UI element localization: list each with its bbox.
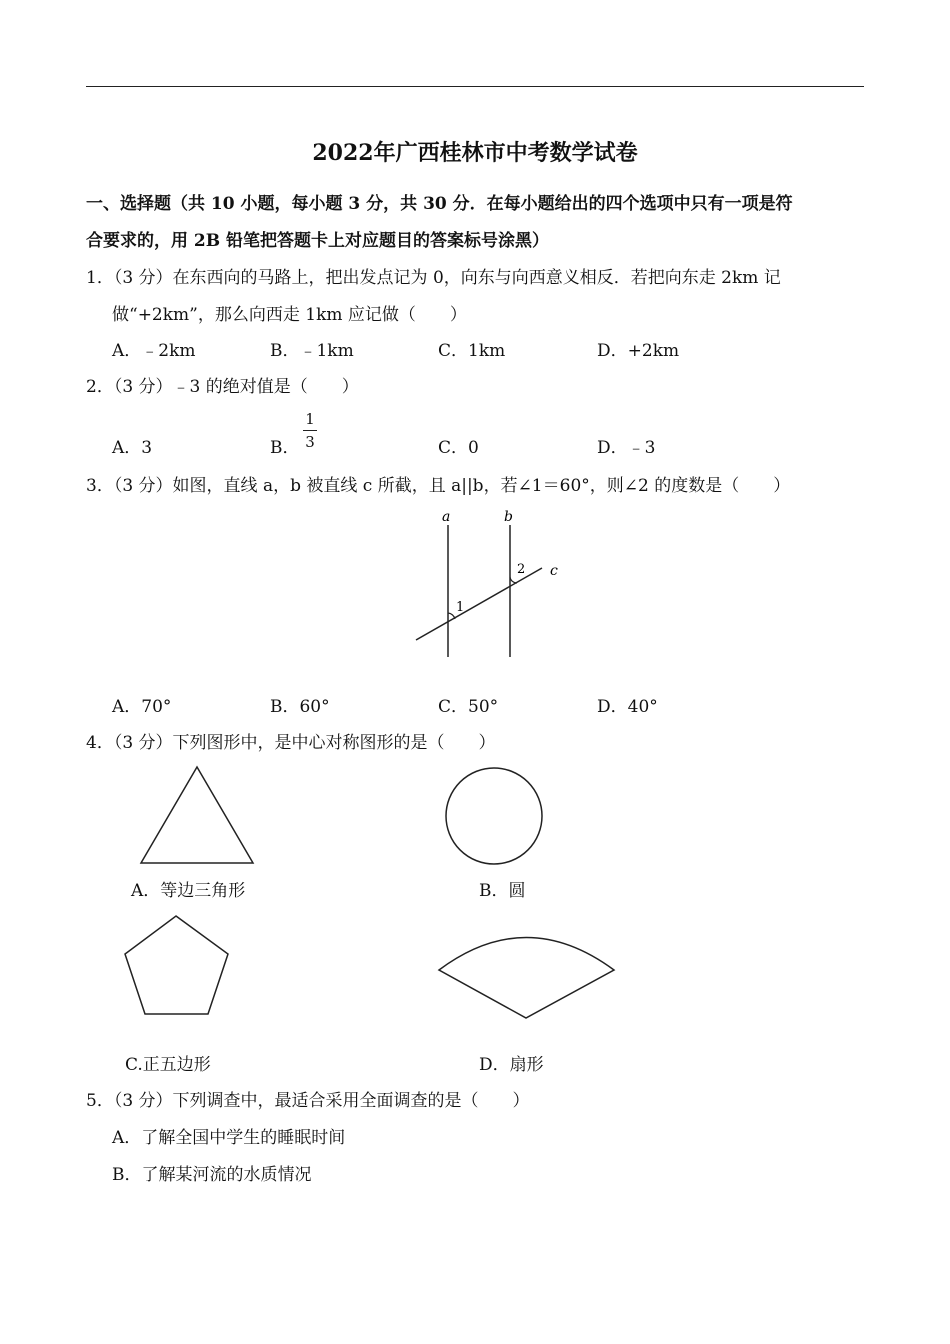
- q5-stem: 5．（3 分）下列调查中，最适合采用全面调查的是（ ）: [86, 1091, 530, 1111]
- circle-figure: [440, 764, 550, 869]
- q5-option-b: B．了解某河流的水质情况: [112, 1165, 312, 1185]
- q2-option-a: A．3: [112, 438, 153, 458]
- q2-fraction-denominator: 3: [305, 433, 315, 451]
- q3-figure-parallel-lines: [400, 505, 570, 665]
- label-a: a: [442, 509, 451, 525]
- sector-figure: [434, 930, 619, 1020]
- q3-option-a: A．70°: [112, 697, 172, 717]
- section-heading-line1: 一、选择题（共 10 小题，每小题 3 分，共 30 分．在每小题给出的四个选项中只有一项是符: [86, 194, 793, 214]
- label-b: b: [504, 509, 513, 525]
- q2-option-c: C．0: [438, 438, 479, 458]
- label-angle-1: 1: [456, 600, 465, 615]
- label-angle-2: 2: [517, 562, 526, 577]
- q5-option-a: A．了解全国中学生的睡眠时间: [112, 1128, 346, 1148]
- q3-option-b: B．60°: [270, 697, 330, 717]
- q1-stem-line1: 1．（3 分）在东西向的马路上，把出发点记为 0，向东与向西意义相反．若把向东走 2km 记: [86, 268, 781, 288]
- q1-option-d: D．+2km: [597, 341, 680, 361]
- q4-stem: 4．（3 分）下列图形中，是中心对称图形的是（ ）: [86, 733, 496, 753]
- section-heading-line2: 合要求的，用 2B 铅笔把答题卡上对应题目的答案标号涂黑）: [86, 231, 550, 251]
- q4-option-b: B．圆: [479, 881, 526, 901]
- q1-option-a: A．﹣2km: [112, 341, 196, 361]
- label-c: c: [550, 563, 558, 579]
- line-c: [416, 568, 542, 640]
- page-title: 2022年广西桂林市中考数学试卷: [312, 140, 638, 166]
- q1-option-c: C．1km: [438, 341, 506, 361]
- q3-option-c: C．50°: [438, 697, 499, 717]
- regular-pentagon-figure: [120, 912, 235, 1022]
- q2-fraction-bar: [303, 430, 317, 431]
- q2-stem: 2．（3 分）﹣3 的绝对值是（ ）: [86, 377, 359, 397]
- q4-option-a: A．等边三角形: [131, 881, 246, 901]
- header-rule: [86, 86, 864, 87]
- q2-option-d: D．﹣3: [597, 438, 656, 458]
- q4-option-c: C.正五边形: [125, 1055, 211, 1075]
- q1-option-b: B．﹣1km: [270, 341, 354, 361]
- q2-option-b: B．: [270, 438, 300, 458]
- q1-stem-line2: 做“+2km”，那么向西走 1km 应记做（ ）: [112, 305, 467, 325]
- q3-option-d: D．40°: [597, 697, 658, 717]
- q4-option-d: D．扇形: [479, 1055, 544, 1075]
- q2-fraction-numerator: 1: [305, 410, 315, 428]
- q3-stem: 3．（3 分）如图，直线 a，b 被直线 c 所截，且 a||b，若∠1＝60°，则∠2 的度数是（ ）: [86, 476, 791, 496]
- equilateral-triangle-figure: [135, 763, 260, 868]
